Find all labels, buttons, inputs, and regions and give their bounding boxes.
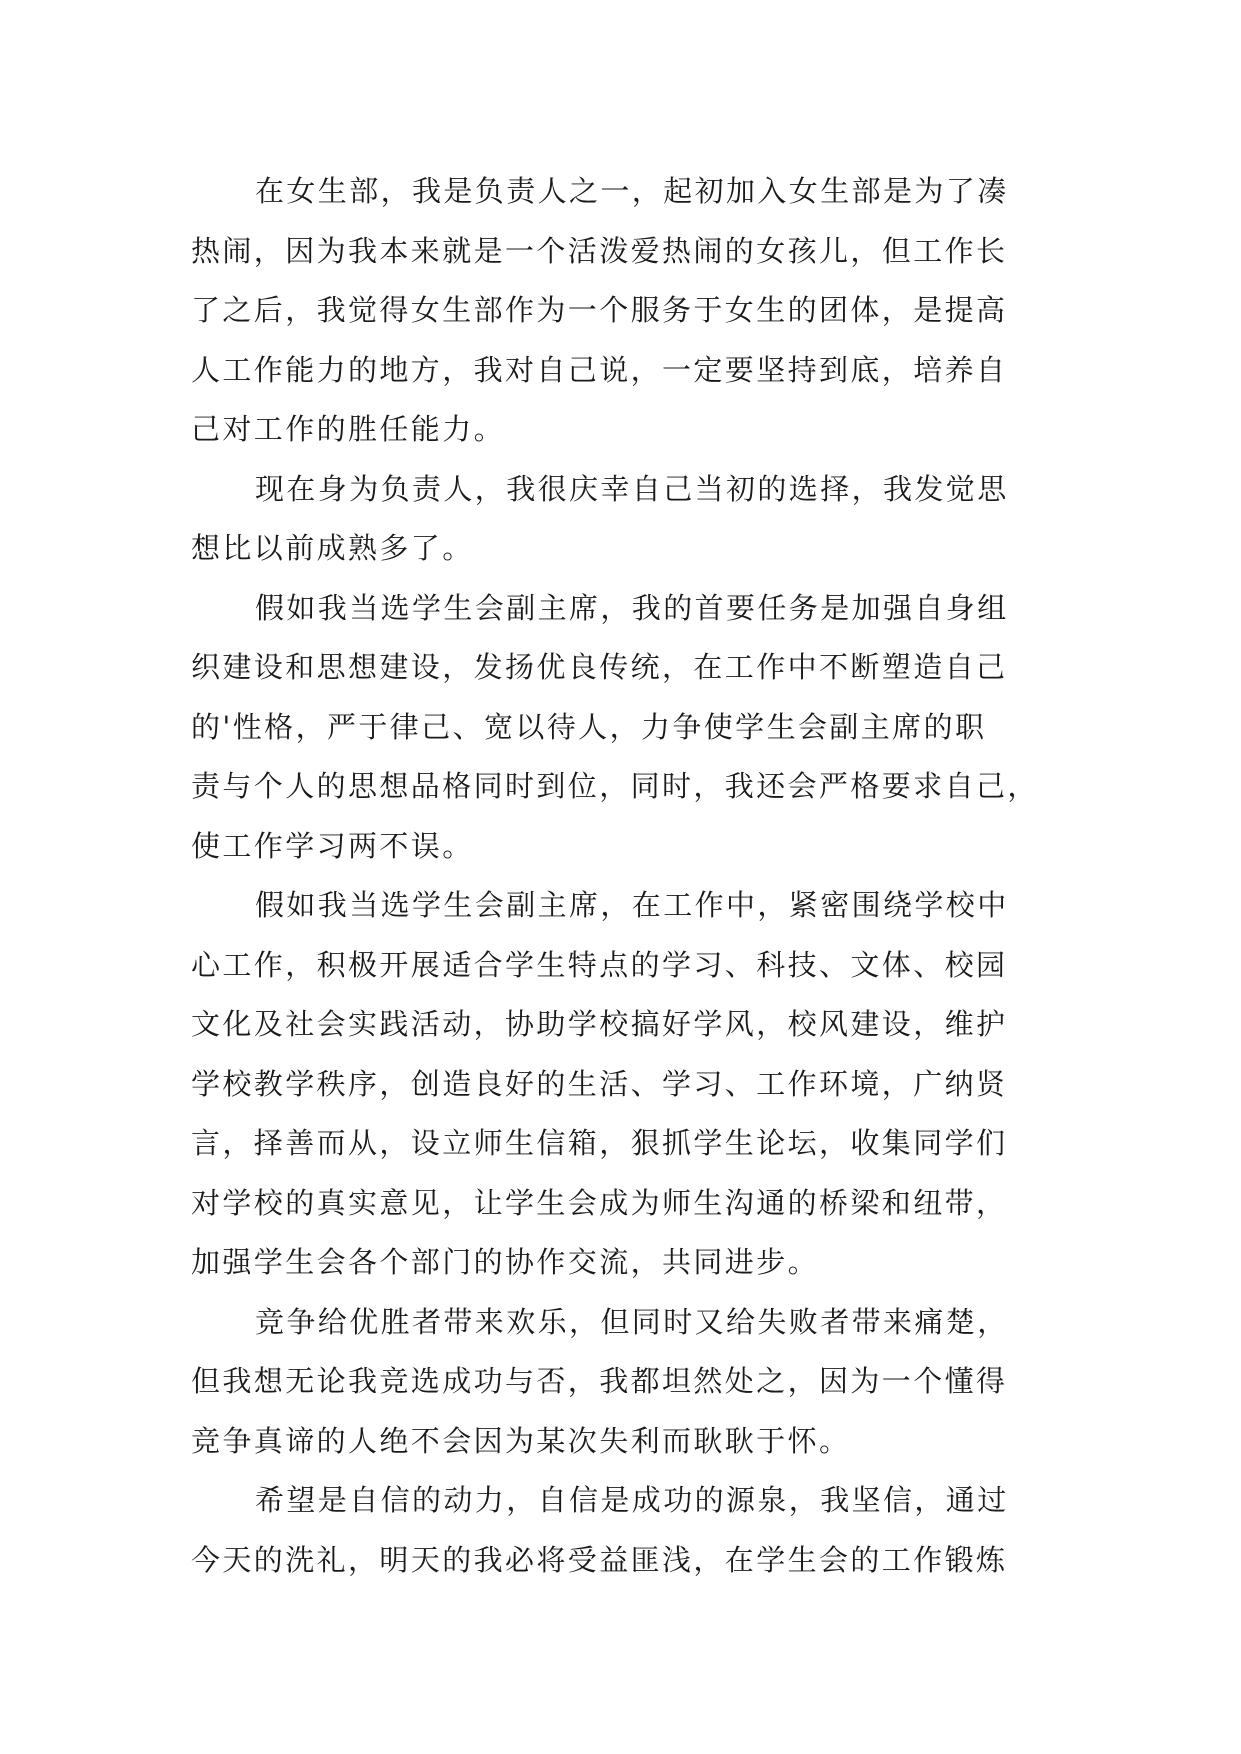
paragraph-line: 责与个人的思想品格同时到位，同时，我还会严格要求自己， bbox=[191, 769, 1039, 803]
paragraph-line: 想比以前成熟多了。 bbox=[191, 531, 474, 565]
paragraph-line: 竞争真谛的人绝不会因为某次失利而耿耿于怀。 bbox=[191, 1423, 851, 1458]
paragraph-line: 了之后，我觉得女生部作为一个服务于女生的团体，是提高 bbox=[191, 293, 1008, 327]
paragraph-line: 竞争给优胜者带来欢乐，但同时又给失败者带来痛楚， bbox=[255, 1304, 1009, 1339]
paragraph-5 bbox=[191, 1293, 1071, 1472]
paragraph-line: 假如我当选学生会副主席，我的首要任务是加强自身组 bbox=[255, 590, 1009, 625]
paragraph-2 bbox=[191, 460, 1071, 579]
paragraph-4 bbox=[191, 876, 1071, 1293]
paragraph-line: 假如我当选学生会副主席，在工作中，紧密围绕学校中 bbox=[255, 888, 1009, 922]
paragraph-line: 人工作能力的地方，我对自己说，一定要坚持到底，培养自 bbox=[191, 352, 1008, 387]
paragraph-line: 使工作学习两不误。 bbox=[191, 828, 474, 863]
paragraph-line: 今天的洗礼，明天的我必将受益匪浅，在学生会的工作锻炼 bbox=[191, 1542, 1008, 1577]
paragraph-line: 言，择善而从，设立师生信箱，狠抓学生论坛，收集同学们 bbox=[191, 1126, 1008, 1160]
paragraph-line: 希望是自信的动力，自信是成功的源泉，我坚信，通过 bbox=[255, 1483, 1009, 1517]
paragraph-line: 现在身为负责人，我很庆幸自己当初的选择，我发觉思 bbox=[255, 471, 1009, 506]
paragraph-line: 文化及社会实践活动，协助学校搞好学风，校风建设，维护 bbox=[191, 1007, 1008, 1041]
paragraph-line: 对学校的真实意见，让学生会成为师生沟通的桥梁和纽带， bbox=[191, 1185, 1008, 1220]
paragraph-line: 但我想无论我竞选成功与否，我都坦然处之，因为一个懂得 bbox=[191, 1364, 1008, 1398]
paragraph-1 bbox=[191, 162, 1071, 460]
paragraph-line: 学校教学秩序，创造良好的生活、学习、工作环境，广纳贤 bbox=[191, 1066, 1008, 1101]
paragraph-line: 织建设和思想建设，发扬优良传统，在工作中不断塑造自己 bbox=[191, 650, 1008, 684]
paragraph-line: 的'性格，严于律己、宽以待人，力争使学生会副主席的职 bbox=[191, 709, 987, 744]
paragraph-line: 在女生部，我是负责人之一，起初加入女生部是为了凑 bbox=[255, 174, 1009, 208]
paragraph-3 bbox=[191, 579, 1071, 877]
paragraph-line: 加强学生会各个部门的协作交流，共同进步。 bbox=[191, 1245, 820, 1279]
paragraph-line: 心工作，积极开展适合学生特点的学习、科技、文体、校园 bbox=[191, 947, 1008, 982]
paragraph-6 bbox=[191, 1471, 1071, 1590]
body-text bbox=[191, 162, 1071, 1590]
paragraph-line: 热闹，因为我本来就是一个活泼爱热闹的女孩儿，但工作长 bbox=[191, 233, 1008, 268]
paragraph-line: 己对工作的胜任能力。 bbox=[191, 412, 506, 446]
